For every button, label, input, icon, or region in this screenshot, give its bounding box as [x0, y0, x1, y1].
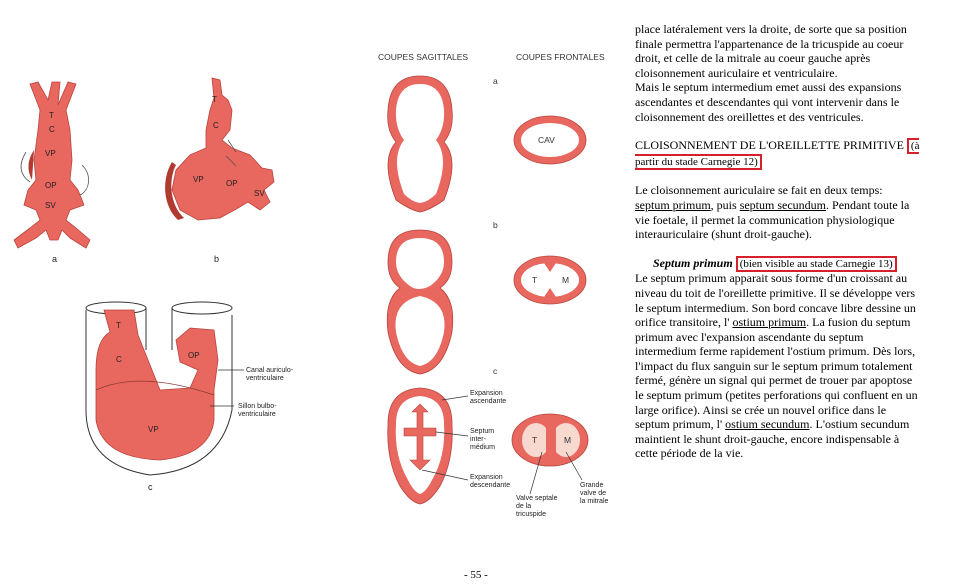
- heading-text: CLOISONNEMENT DE L'OREILLETTE PRIMITIVE: [635, 138, 904, 153]
- p4-text-b: . La fusion du septum primum avec l'expansion ascendante du septum intermedium ferme rapidement l'ostium primum. Dès lors, l'impact du flux sanguin sur le septum primum totalement fermé, génère un signal qui permet de trouer par apoptose le septum primum (petites perforations qui confluent en un large orifice). Ainsi se crée un nouvel orifice dans le septum primum, l': [635, 315, 918, 432]
- p4-text-c: . L'ostium secundum maintient le shunt droit-gauche, encore indispensable à cette période de la vie.: [635, 417, 910, 461]
- label-b-c: C: [213, 121, 219, 130]
- heart-tube-c: [86, 302, 232, 475]
- p4-underline-2: ostium secundum: [725, 417, 810, 432]
- label-b-vp: VP: [193, 175, 204, 184]
- paragraph-4: [635, 271, 920, 461]
- label-canal-av: Canal auriculo- ventriculaire: [246, 367, 294, 382]
- header-frontal: COUPES FRONTALES: [516, 52, 605, 62]
- paragraph-1: place latéralement vers la droite, de sorte que sa position finale permettra l'appartenance de la tricuspide au coeur droit, et celle de la mitrale au coeur gauche après cloisonnement auriculaire et ventriculaire.: [635, 22, 907, 80]
- label-a-op: OP: [45, 181, 57, 190]
- p3-text-c: . Pendant toute la vie foetale, il permet la communication physiologique interauriculaire (shunt droit-gauche).: [635, 197, 910, 242]
- letter-frontal-b: b: [493, 220, 498, 230]
- paragraph-2: Mais le septum intermedium emet aussi des expansions ascendantes et descendantes qui vont intervenir dans le cloisonnement des oreillettes et des ventricules.: [635, 80, 902, 124]
- p3-underline-1: septum primum: [635, 197, 711, 212]
- p3-text-a: Le cloisonnement auriculaire se fait en deux temps:: [635, 183, 883, 198]
- letter-a: a: [52, 254, 58, 264]
- letter-frontal-a: a: [493, 76, 498, 86]
- label-c-c: C: [116, 355, 122, 364]
- heading-box: (à partir du stade Carnegie 12): [635, 140, 920, 168]
- label-c-op: OP: [188, 351, 200, 360]
- annot-grande-valve: Grande valve de la mitrale: [580, 482, 609, 505]
- label-m-c: M: [564, 435, 572, 445]
- septum-primum-title: Septum primum: [653, 255, 733, 270]
- text-column: [635, 22, 920, 461]
- annot-expansion-descendante: Expansion descendante: [470, 474, 511, 489]
- p3-text-b: , puis: [710, 197, 740, 212]
- p4-text-a: Le septum primum apparait sous forme d'un croissant au niveau du toit de l'oreillette primitive. Il se développe vers le septum intermedium. Son bord concave libre dessine un orifice transitoire, l': [635, 271, 916, 330]
- page-number: - 55 -: [464, 569, 488, 581]
- letter-b: b: [214, 254, 220, 264]
- letter-c: c: [148, 482, 153, 492]
- label-a-t: T: [49, 111, 54, 120]
- p4-underline-1: ostium primum: [732, 315, 807, 330]
- septum-primum-box: (bien visible au stade Carnegie 13): [736, 256, 897, 272]
- label-c-t: T: [116, 321, 121, 330]
- label-a-c: C: [49, 125, 55, 134]
- label-b-op: OP: [226, 179, 238, 188]
- annot-septum-intermedium: Septum inter- médium: [470, 428, 495, 451]
- heart-tube-b: [165, 78, 274, 220]
- letter-frontal-c: c: [493, 366, 498, 376]
- label-m: M: [562, 275, 570, 285]
- label-a-sv: SV: [45, 201, 56, 210]
- p3-underline-2: septum secundum: [739, 197, 827, 212]
- figure-sections: [370, 40, 625, 530]
- section-heading: [635, 138, 920, 169]
- label-cav: CAV: [538, 135, 555, 145]
- label-b-t: T: [212, 95, 217, 104]
- heart-tube-a: [14, 82, 90, 248]
- label-c-vp: VP: [148, 425, 159, 434]
- label-t-c: T: [532, 435, 538, 445]
- sections-illustration: [370, 40, 625, 530]
- label-t: T: [532, 275, 538, 285]
- paragraph-3: [635, 183, 920, 241]
- septum-primum-title-line: [635, 256, 920, 272]
- label-sillon: Sillon bulbo- ventriculaire: [238, 403, 277, 418]
- annot-valve-septale: Valve septale de la tricuspide: [516, 495, 558, 518]
- label-b-sv: SV: [254, 189, 265, 198]
- label-a-vp: VP: [45, 149, 56, 158]
- header-sagittal: COUPES SAGITTALES: [378, 52, 469, 62]
- figure-heart-tube: [0, 70, 330, 500]
- annot-expansion-ascendante: Expansion ascendante: [470, 390, 507, 405]
- heart-tube-illustration: [0, 70, 330, 500]
